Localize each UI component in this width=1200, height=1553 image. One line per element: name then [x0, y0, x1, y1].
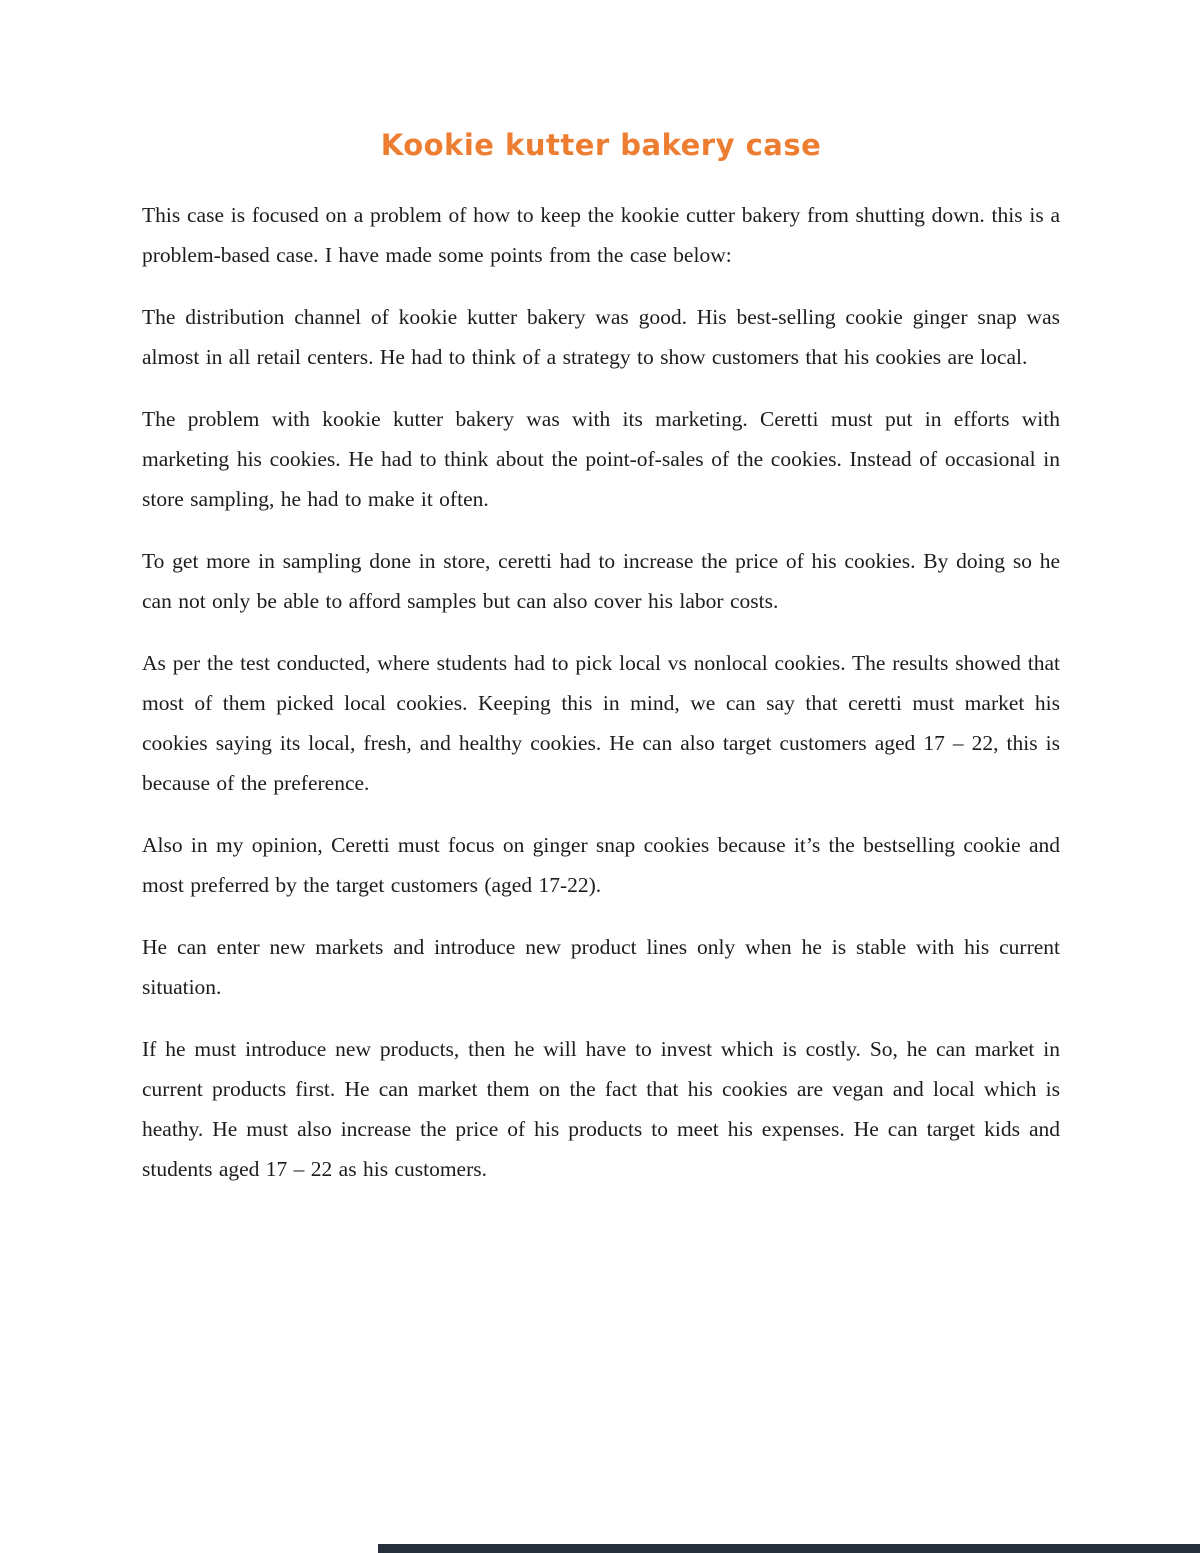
paragraph: As per the test conducted, where students had to pick local vs nonlocal cookies. The results showed that most of them picked local cookies. Keeping this in mind, we can say that ceretti must market his cookies saying its local, fresh, and healthy cookies. He can also target customers aged 17 – 22, this is because of the preference. [142, 650, 1060, 795]
paragraph: To get more in sampling done in store, ceretti had to increase the price of his cookies. By doing so he can not only be able to afford samples but can also cover his labor costs. [142, 548, 1060, 613]
paragraph: Also in my opinion, Ceretti must focus on ginger snap cookies because it’s the bestselling cookie and most preferred by the target customers (aged 17-22). [142, 832, 1060, 897]
paragraph: If he must introduce new products, then he will have to invest which is costly. So, he can market in current products first. He can market them on the fact that his cookies are vegan and local which is heathy. He must also increase the price of his products to meet his expenses. He can target kids and students aged 17 – 22 as his customers. [142, 1036, 1060, 1181]
paragraph: The problem with kookie kutter bakery was with its marketing. Ceretti must put in efforts with marketing his cookies. He had to think about the point-of-sales of the cookies. Instead of occasional in store sampling, he had to make it often. [142, 406, 1060, 511]
paragraph: The distribution channel of kookie kutter bakery was good. His best-selling cookie ginger snap was almost in all retail centers. He had to think of a strategy to show customers that his cookies are local. [142, 304, 1060, 369]
paragraph: This case is focused on a problem of how to keep the kookie cutter bakery from shutting down. this is a problem-based case. I have made some points from the case below: [142, 203, 1060, 267]
bottom-edge-bar [378, 1544, 1200, 1553]
page-title: Kookie kutter bakery case [380, 128, 822, 162]
document-content [142, 128, 1060, 1212]
paragraph: He can enter new markets and introduce new product lines only when he is stable with his current situation. [142, 934, 1060, 999]
